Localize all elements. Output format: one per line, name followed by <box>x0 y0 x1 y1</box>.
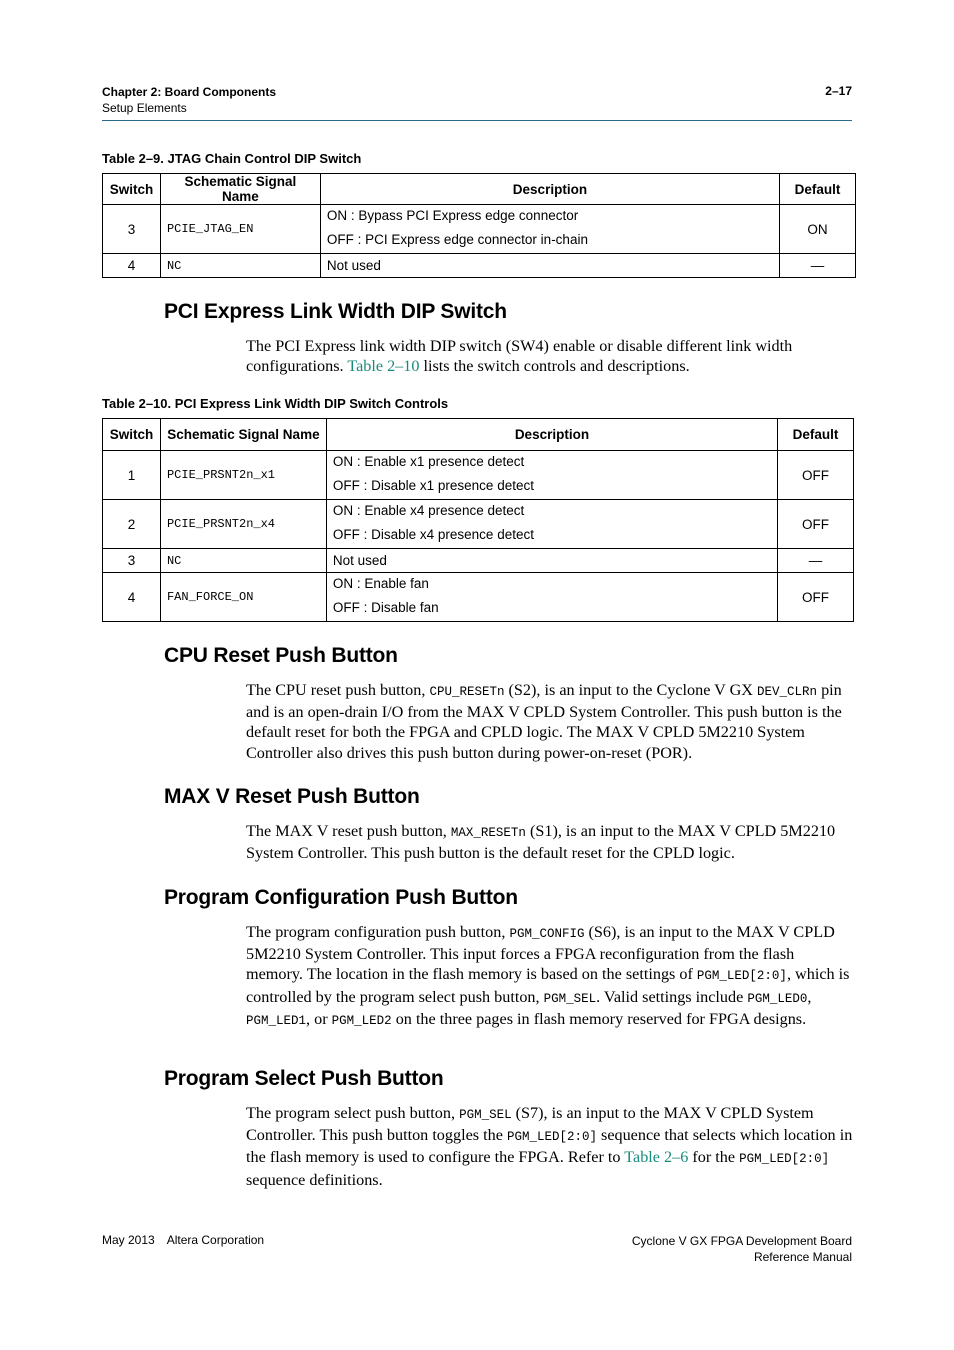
footer-doc-subtitle: Reference Manual <box>753 1250 852 1264</box>
signal-name: PGM_LED0 <box>747 991 808 1006</box>
description-line: ON : Enable x1 presence detect <box>332 454 525 469</box>
signal-name: PGM_SEL <box>543 991 597 1006</box>
table-2-6-link[interactable]: Table 2–6 <box>624 1148 689 1167</box>
text: (S1), is an input to the MAX V CPLD 5M2210 System Controller. This push button is the default reset for the CPLD logic. <box>246 822 836 863</box>
text: . Valid settings include <box>596 987 748 1006</box>
description-line: ON : Enable fan <box>332 576 429 591</box>
default-cell: ON <box>780 205 856 254</box>
text: The MAX V reset push button, <box>246 822 451 840</box>
switch-cell: 2 <box>103 500 161 549</box>
signal-name: DEV_CLRn <box>757 685 818 699</box>
section-title: Setup Elements <box>102 101 187 115</box>
text: The CPU reset push button, <box>246 681 430 699</box>
text: The program select push button, <box>246 1104 460 1122</box>
description-line: ON : Enable x4 presence detect <box>332 503 525 518</box>
column-header: Switch <box>103 419 161 451</box>
signal-name: CPU_RESETn <box>429 685 505 699</box>
paragraph-program-configuration <box>246 922 854 1031</box>
description-cell <box>320 205 779 254</box>
section-heading-program-select: Program Select Push Button <box>164 1067 444 1090</box>
default-cell: OFF <box>778 573 854 622</box>
text: sequence definitions. <box>246 1170 383 1189</box>
text: on the three pages in flash memory reserved for FPGA designs. <box>391 1009 807 1028</box>
table-2-10 <box>102 418 854 622</box>
text: , <box>807 987 812 1006</box>
switch-cell: 4 <box>103 573 161 622</box>
table-row <box>103 451 854 500</box>
paragraph-pcie-link-width <box>246 336 854 376</box>
description-cell <box>326 500 777 549</box>
default-cell: OFF <box>778 500 854 549</box>
section-heading-pcie-link-width: PCI Express Link Width DIP Switch <box>164 300 507 323</box>
signal-name: PGM_LED1 <box>246 1013 307 1028</box>
table-row <box>103 205 856 254</box>
footer-date: May 2013 <box>102 1233 155 1247</box>
header-divider <box>102 120 852 121</box>
switch-cell: 3 <box>103 205 161 254</box>
text: (S7), is an input to the MAX V CPLD System Controller. This push button toggles the <box>246 1104 814 1145</box>
section-heading-cpu-reset: CPU Reset Push Button <box>164 644 398 667</box>
description-line: OFF : Disable x4 presence detect <box>332 527 534 542</box>
signal-cell: PCIE_JTAG_EN <box>160 205 320 254</box>
section-heading-program-configuration: Program Configuration Push Button <box>164 886 518 909</box>
description-line: OFF : Disable fan <box>332 600 439 615</box>
text: for the <box>688 1148 740 1167</box>
text: (S6), is an input to the MAX V CPLD 5M2210 System Controller. This input forces a FPGA reconfiguration from the flash memory. The location in the flash memory is based on the settings of <box>246 923 835 984</box>
signal-cell: NC <box>160 549 326 573</box>
signal-name: PGM_CONFIG <box>509 927 585 941</box>
column-header: Schematic Signal Name <box>160 174 320 205</box>
description-cell <box>326 451 777 500</box>
chapter-title: Chapter 2: Board Components <box>102 85 277 99</box>
footer-right <box>632 1233 852 1265</box>
switch-cell: 3 <box>103 549 161 573</box>
text: (S2), is an input to the Cyclone V GX <box>504 681 758 699</box>
page-number: 2–17 <box>825 84 852 98</box>
table-row <box>103 573 854 622</box>
table-2-9 <box>102 173 856 278</box>
signal-cell: FAN_FORCE_ON <box>160 573 326 622</box>
description-cell: Not used <box>326 549 777 573</box>
footer-doc-title: Cyclone V GX FPGA Development Board <box>631 1234 852 1248</box>
signal-cell: PCIE_PRSNT2n_x4 <box>160 500 326 549</box>
signal-name: PGM_LED2 <box>331 1013 392 1028</box>
table-2-10-caption: Table 2–10. PCI Express Link Width DIP Switch Controls <box>102 396 449 411</box>
column-header: Description <box>320 174 779 205</box>
signal-cell: PCIE_PRSNT2n_x1 <box>160 451 326 500</box>
signal-name: MAX_RESETn <box>450 826 526 840</box>
table-2-9-caption: Table 2–9. JTAG Chain Control DIP Switch <box>102 151 362 166</box>
switch-cell: 4 <box>103 254 161 278</box>
table-header-row <box>103 174 856 205</box>
section-heading-max-v-reset: MAX V Reset Push Button <box>164 785 420 808</box>
switch-cell: 1 <box>103 451 161 500</box>
paragraph-max-v-reset <box>246 821 854 863</box>
signal-name: PGM_LED[2:0] <box>696 969 787 984</box>
paragraph-program-select <box>246 1103 854 1190</box>
table-row <box>103 549 854 573</box>
column-header: Default <box>780 174 856 205</box>
column-header: Switch <box>103 174 161 205</box>
signal-cell: NC <box>160 254 320 278</box>
column-header: Default <box>778 419 854 451</box>
text: The PCI Express link width DIP switch (SW4) enable or disable different link width configurations. <box>246 337 793 376</box>
text: lists the switch controls and descriptions. <box>419 357 690 376</box>
description-cell: Not used <box>320 254 779 278</box>
table-row <box>103 254 856 278</box>
text: , or <box>306 1009 332 1028</box>
footer-left <box>102 1233 276 1247</box>
table-header-row <box>103 419 854 451</box>
signal-name: PGM_LED[2:0] <box>506 1130 597 1145</box>
table-2-10-link[interactable]: Table 2–10 <box>347 357 420 376</box>
default-cell: — <box>778 549 854 573</box>
description-line: OFF : Disable x1 presence detect <box>332 478 534 493</box>
default-cell: — <box>780 254 856 278</box>
text: The program configuration push button, <box>246 923 510 941</box>
signal-name: PGM_SEL <box>459 1108 512 1122</box>
signal-name: PGM_LED[2:0] <box>739 1152 830 1167</box>
table-row <box>103 500 854 549</box>
description-cell <box>326 573 777 622</box>
column-header: Schematic Signal Name <box>160 419 326 451</box>
footer-company: Altera Corporation <box>166 1233 265 1247</box>
running-header <box>102 84 276 116</box>
text: , which is controlled by the program select push button, <box>246 965 850 1006</box>
text: sequence that selects which location in the flash memory is used to configure the FPGA. Refer to <box>246 1126 853 1167</box>
description-line: OFF : PCI Express edge connector in-chain <box>326 232 588 247</box>
default-cell: OFF <box>778 451 854 500</box>
description-line: ON : Bypass PCI Express edge connector <box>326 208 579 223</box>
column-header: Description <box>326 419 777 451</box>
text: pin and is an open-drain I/O from the MAX V CPLD System Controller. This push button is the default reset for both the FPGA and CPLD logic. The MAX V CPLD 5M2210 System Controller also drives this push button during power-on-reset (POR). <box>246 681 842 762</box>
paragraph-cpu-reset <box>246 680 854 763</box>
